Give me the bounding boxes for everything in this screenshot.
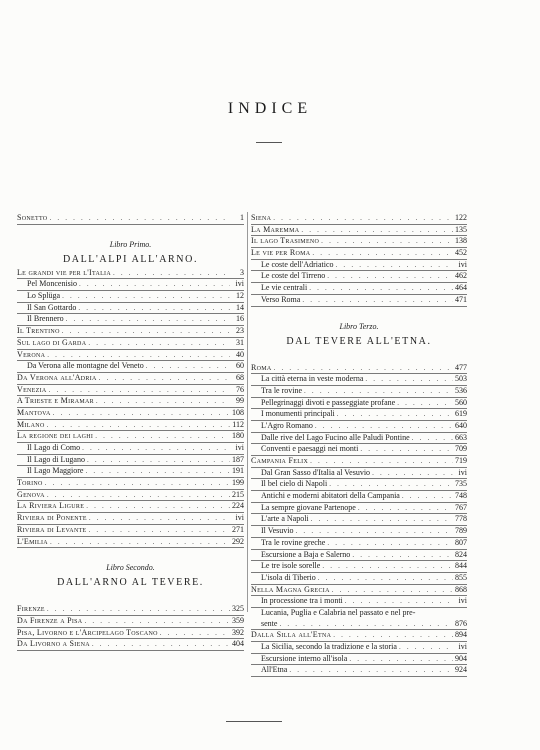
index-column-left	[17, 213, 244, 651]
entry-page-number: 112	[232, 419, 244, 429]
entry-page-number: 462	[455, 271, 467, 281]
index-entry	[17, 385, 244, 397]
dot-leader	[308, 456, 453, 467]
index-entry	[17, 455, 244, 467]
dot-leader	[397, 642, 453, 653]
entry-page-number: 12	[236, 291, 244, 301]
index-entry	[17, 431, 244, 443]
entry-title: Pel Moncenisio	[27, 279, 77, 289]
section-heading: DALL'ALPI ALL'ARNO.	[62, 253, 199, 265]
dot-leader	[356, 503, 453, 514]
entry-page-number: ivi	[235, 443, 244, 452]
entry-page-number: 138	[455, 236, 467, 246]
index-entry	[17, 338, 244, 350]
spacer	[17, 548, 244, 561]
entry-page-number: 187	[232, 454, 244, 464]
index-entry	[251, 479, 467, 491]
entry-title: Conventi e paesaggi nei monti	[261, 444, 359, 454]
entry-page-number: 503	[455, 374, 467, 384]
entry-title: Le grandi vie per l'Italia	[17, 267, 111, 277]
dot-leader	[327, 479, 453, 490]
entry-title: L'arte a Napoli	[261, 514, 309, 524]
dot-leader	[45, 350, 230, 361]
entry-title: A Trieste e Miramar	[17, 396, 94, 406]
index-entry	[251, 386, 467, 398]
dot-leader	[350, 550, 453, 561]
entry-title: Le coste dell'Adriatico	[261, 259, 334, 269]
dot-leader	[316, 573, 453, 584]
book-part-label: Libro Primo.	[109, 239, 152, 249]
entry-title: Sul lago di Garda	[17, 337, 87, 347]
index-entry	[251, 630, 467, 642]
entry-page-number: 68	[236, 372, 244, 382]
entry-title: Verso Roma	[261, 294, 301, 304]
entry-page-number: 325	[232, 604, 244, 614]
entry-page-number: 14	[236, 302, 244, 312]
entry-title: Antichi e moderni abitatori della Campania	[261, 491, 400, 501]
entry-page-number: ivi	[458, 467, 467, 477]
entry-title: Riviera di Levante	[17, 524, 87, 534]
entry-page-number: 16	[236, 314, 244, 324]
index-entry	[251, 654, 467, 666]
entry-page-number: 464	[455, 283, 467, 293]
index-entry	[251, 374, 467, 386]
entry-title: Mantova	[17, 407, 51, 417]
index-entry	[251, 433, 467, 445]
spacer	[251, 307, 467, 320]
index-entry	[251, 295, 467, 307]
entry-title: Il bel cielo di Napoli	[261, 479, 328, 489]
index-entry	[17, 478, 244, 490]
spacer	[17, 591, 244, 604]
index-entry	[251, 538, 467, 550]
entry-page-number: ivi	[458, 596, 467, 606]
index-entry	[17, 396, 244, 408]
dot-leader	[84, 501, 230, 512]
entry-page-number: 135	[455, 224, 467, 234]
dot-leader	[87, 513, 230, 524]
entry-page-number: 640	[455, 420, 467, 430]
dot-leader	[287, 665, 453, 676]
index-entry	[251, 213, 467, 225]
index-entry	[17, 279, 244, 291]
entry-title: Da Livorno a Siena	[17, 639, 90, 649]
index-entry	[251, 550, 467, 562]
entry-page-number: 709	[455, 444, 467, 454]
entry-page-number: 824	[455, 549, 467, 559]
index-entry	[251, 608, 467, 619]
dot-leader	[272, 363, 453, 374]
entry-title: Il lago Trasimeno	[251, 236, 320, 246]
entry-page-number: 924	[455, 665, 467, 675]
index-entry	[17, 303, 244, 315]
index-entry	[17, 291, 244, 303]
index-entry	[17, 501, 244, 513]
entry-page-number: 778	[455, 514, 467, 524]
entry-title: La regione dei laghi	[17, 431, 94, 441]
entry-title: Tra le rovine	[261, 385, 303, 395]
entry-page-number: 108	[232, 407, 244, 417]
entry-page-number: 536	[455, 385, 467, 395]
entry-page-number: 224	[232, 501, 244, 511]
entry-title: Sonetto	[17, 213, 48, 222]
dot-leader	[310, 248, 453, 259]
dot-leader	[51, 408, 230, 419]
entry-title: Il Lago Maggiore	[27, 466, 84, 476]
entry-page-number: 215	[232, 489, 244, 499]
index-entry	[251, 585, 467, 597]
entry-title: Verona	[17, 349, 46, 359]
entry-page-number: 99	[236, 396, 244, 406]
entry-page-number: 855	[455, 572, 467, 582]
index-entry	[251, 573, 467, 585]
dot-leader	[347, 654, 453, 665]
entry-page-number: 23	[236, 326, 244, 336]
entry-title: Da Firenze a Pisa	[17, 615, 83, 625]
index-entry	[17, 604, 244, 616]
entry-title: La Maremma	[251, 224, 300, 234]
dot-leader	[277, 619, 453, 630]
index-entry	[17, 408, 244, 420]
index-entry	[251, 421, 467, 433]
entry-title: Dalle rive del Lago Fucino alle Paludi Pontine	[261, 432, 410, 442]
dot-leader	[343, 596, 453, 607]
index-entry	[251, 236, 467, 248]
index-entry	[251, 596, 467, 608]
entry-title: Roma	[251, 362, 272, 372]
entry-title: Torino	[17, 478, 43, 488]
index-entry	[251, 363, 467, 375]
dot-leader	[83, 466, 230, 477]
index-entry	[251, 561, 467, 573]
entry-page-number: 76	[236, 384, 244, 394]
entry-title: Il Brennero	[27, 314, 64, 324]
dot-leader	[60, 326, 230, 337]
entry-title: Pisa, Livorno e l'Arcipelago Toscano	[17, 627, 158, 637]
index-entry	[251, 468, 467, 480]
book-part-label: Libro Terzo.	[339, 321, 379, 331]
entry-title: Dal Gran Sasso d'Italia al Vesuvio	[261, 467, 371, 477]
column-divider	[247, 212, 248, 612]
index-entry	[251, 409, 467, 421]
entry-title: Genova	[17, 489, 45, 499]
dot-leader	[400, 491, 453, 502]
entry-title: Il Trentino	[17, 326, 60, 336]
dot-leader	[144, 361, 230, 372]
dot-leader	[335, 409, 453, 420]
dot-leader	[77, 279, 230, 290]
bottom-rule	[226, 721, 282, 722]
entry-title: Il Vesuvio	[261, 526, 294, 536]
dot-leader	[64, 314, 230, 325]
entry-page-number: 31	[236, 337, 244, 347]
dot-leader	[76, 303, 230, 314]
entry-page-number: ivi	[235, 279, 244, 289]
index-entry	[17, 639, 244, 651]
entry-title: L'Emilia	[17, 536, 48, 546]
entry-title: L'Agro Romano	[261, 420, 313, 430]
dot-leader	[82, 616, 230, 627]
dot-leader	[86, 338, 230, 349]
entry-title: Lucania, Puglia e Calabria nel passato e nel pre-	[261, 607, 416, 617]
entry-title: L'isola di Tiberio	[261, 572, 316, 582]
entry-title: Le tre isole sorelle	[261, 561, 321, 571]
dot-leader	[60, 291, 230, 302]
index-entry	[251, 619, 467, 631]
dot-leader	[47, 213, 230, 224]
index-entry	[17, 326, 244, 338]
dot-leader	[85, 455, 230, 466]
dot-leader	[97, 373, 230, 384]
entry-page-number: 392	[232, 627, 244, 637]
index-entry	[251, 260, 467, 272]
entry-page-number: 477	[455, 362, 467, 372]
index-entry	[17, 628, 244, 640]
dot-leader	[158, 628, 230, 639]
dot-leader	[94, 396, 230, 407]
entry-title: Tra le rovine greche	[261, 537, 326, 547]
dot-leader	[90, 639, 230, 650]
entry-title: Da Verona alle montagne del Veneto	[27, 361, 144, 371]
dot-leader	[302, 386, 453, 397]
dot-leader	[271, 213, 453, 224]
index-entry	[251, 225, 467, 237]
entry-page-number: 199	[232, 478, 244, 488]
entry-page-number: 767	[455, 502, 467, 512]
dot-leader	[325, 271, 453, 282]
index-entry	[251, 444, 467, 456]
entry-title: In processione tra i monti	[261, 596, 343, 606]
dot-leader	[294, 526, 453, 537]
entry-page-number: 807	[455, 537, 467, 547]
dot-leader	[45, 604, 230, 615]
book-part-label: Libro Secondo.	[106, 563, 155, 573]
entry-page-number: 876	[455, 618, 467, 628]
dot-leader	[43, 478, 230, 489]
entry-page-number: 735	[455, 479, 467, 489]
index-entry	[251, 456, 467, 468]
entry-title: Escursione a Baja e Salerno	[261, 549, 351, 559]
dot-leader	[330, 585, 453, 596]
entry-title: I monumenti principali	[261, 409, 335, 419]
entry-title: Da Verona all'Adria	[17, 372, 97, 382]
index-entry	[251, 503, 467, 515]
entry-page-number: 191	[232, 466, 244, 476]
dot-leader	[307, 283, 453, 294]
entry-page-number: 719	[455, 456, 467, 465]
index-entry	[17, 268, 244, 280]
entry-title: Dalla Silla all'Etna	[251, 630, 332, 640]
entry-page-number: 789	[455, 526, 467, 536]
entry-page-number: 894	[455, 630, 467, 640]
index-entry	[17, 314, 244, 326]
index-entry	[17, 420, 244, 432]
entry-title: sente	[261, 618, 278, 628]
index-entry	[17, 466, 244, 478]
entry-title: Lo Splüga	[27, 291, 61, 301]
entry-title: Riviera di Ponente	[17, 513, 87, 523]
entry-page-number: 868	[455, 584, 467, 594]
entry-title: Il Lago di Lugano	[27, 454, 85, 464]
dot-leader	[87, 525, 230, 536]
dot-leader	[111, 268, 230, 279]
entry-title: All'Etna	[261, 665, 288, 675]
index-entry	[17, 443, 244, 455]
dot-leader	[319, 236, 453, 247]
entry-title: Venezia	[17, 384, 47, 394]
entry-title: La Riviera Ligure	[17, 501, 85, 511]
index-column-right	[251, 213, 467, 677]
dot-leader	[358, 444, 453, 455]
entry-page-number: ivi	[458, 259, 467, 269]
entry-page-number: 180	[232, 431, 244, 441]
index-entry	[251, 491, 467, 503]
entry-title: Le vie per Roma	[251, 248, 311, 258]
entry-page-number: 560	[455, 397, 467, 407]
entry-page-number: 619	[455, 409, 467, 419]
entry-title: La Sicilia, secondo la tradizione e la storia	[261, 642, 397, 651]
title-rule	[256, 142, 282, 143]
dot-leader	[325, 538, 453, 549]
entry-page-number: 3	[240, 267, 244, 277]
entry-title: Siena	[251, 213, 272, 222]
index-entry	[17, 213, 244, 225]
index-entry	[251, 526, 467, 538]
dot-leader	[363, 374, 453, 385]
index-entry	[251, 271, 467, 283]
dot-leader	[300, 295, 453, 306]
entry-page-number: 292	[232, 536, 244, 546]
entry-page-number: 404	[232, 639, 244, 649]
dot-leader	[313, 421, 453, 432]
index-entry	[17, 513, 244, 525]
entry-title: La città eterna in veste moderna	[261, 374, 364, 384]
dot-leader	[395, 398, 453, 409]
entry-page-number: 1	[240, 213, 244, 222]
index-entry	[17, 361, 244, 373]
spacer	[251, 350, 467, 363]
dot-leader	[93, 431, 230, 442]
entry-page-number: ivi	[235, 513, 244, 523]
entry-page-number: 471	[455, 294, 467, 304]
entry-page-number: ivi	[458, 642, 467, 651]
spacer	[17, 225, 244, 238]
index-entry	[17, 537, 244, 549]
entry-page-number: 122	[455, 213, 467, 222]
index-entry	[17, 616, 244, 628]
index-entry	[251, 398, 467, 410]
dot-leader	[309, 514, 453, 525]
entry-title: La sempre giovane Partenope	[261, 502, 356, 512]
dot-leader	[370, 468, 453, 479]
entry-page-number: 844	[455, 561, 467, 571]
entry-title: Pellegrinaggi divoti e passeggiate profane	[261, 397, 396, 407]
dot-leader	[334, 260, 453, 271]
entry-title: Milano	[17, 419, 45, 429]
entry-title: Le vie centrali	[261, 283, 308, 293]
entry-title: Il Lago di Como	[27, 443, 81, 452]
entry-page-number: 663	[455, 432, 467, 442]
entry-title: Escursione interno all'isola	[261, 653, 348, 663]
index-entry	[251, 665, 467, 677]
index-entry	[251, 514, 467, 526]
entry-title: Le coste del Tirreno	[261, 271, 326, 281]
entry-title: Il San Gottardo	[27, 302, 77, 312]
dot-leader	[299, 225, 453, 236]
entry-page-number: 904	[455, 653, 467, 663]
dot-leader	[48, 537, 230, 548]
dot-leader	[410, 433, 453, 444]
index-entry	[17, 525, 244, 537]
entry-title: Firenze	[17, 604, 45, 614]
entry-title: Campania Felix	[251, 456, 309, 465]
index-entry	[17, 490, 244, 502]
entry-page-number: 748	[455, 491, 467, 501]
section-heading: DALL'ARNO AL TEVERE.	[57, 577, 204, 589]
index-entry	[251, 248, 467, 260]
dot-leader	[80, 443, 230, 454]
dot-leader	[320, 561, 453, 572]
index-entry	[251, 283, 467, 295]
dot-leader	[45, 490, 230, 501]
dot-leader	[47, 385, 230, 396]
entry-page-number: 452	[455, 248, 467, 258]
entry-page-number: 271	[232, 524, 244, 534]
entry-page-number: 359	[232, 615, 244, 625]
entry-page-number: 60	[236, 361, 244, 371]
dot-leader	[45, 420, 230, 431]
index-entry	[251, 642, 467, 654]
dot-leader	[331, 630, 453, 641]
entry-title: Nella Magna Grecia	[251, 584, 330, 594]
entry-page-number: 40	[236, 349, 244, 359]
section-heading: DAL TEVERE ALL'ETNA.	[286, 335, 432, 347]
index-entry	[17, 373, 244, 385]
index-entry	[17, 350, 244, 362]
page-title: INDICE	[227, 100, 313, 117]
